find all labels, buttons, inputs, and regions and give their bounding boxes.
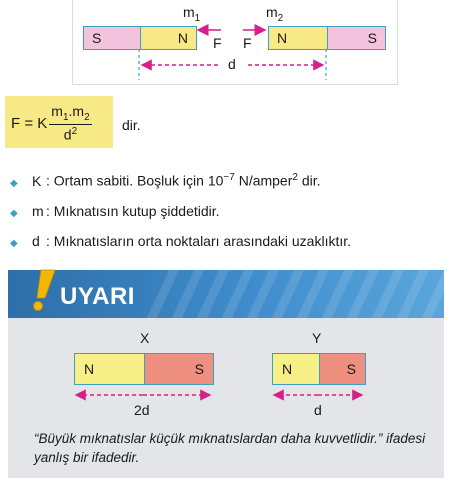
formula-suffix: dir. (122, 117, 141, 133)
force-label-right: F (243, 35, 252, 51)
left-magnet-n-pole: N (140, 27, 196, 49)
right-magnet-s-pole: S (327, 27, 385, 49)
magnet-x-label: X (140, 330, 150, 346)
magnet-x-length: 2d (134, 402, 150, 418)
exclamation-warning-icon (28, 268, 58, 312)
formula-numerator: $m_1.m_2$ (51, 103, 90, 124)
force-label-left: F (213, 35, 222, 51)
coulomb-magnet-formula (11, 101, 92, 145)
length-arrows (0, 385, 452, 405)
mass-label-m2: $m_2$ (266, 4, 284, 24)
magnet-y-label: Y (312, 330, 322, 346)
warning-text: “Büyük mıknatıslar küçük mıknatıslardan daha kuvvetlidir.” ifadesi yanlış bir ifadedir. (34, 431, 426, 465)
left-magnet-s-pole: S (84, 27, 140, 49)
figure-arrows (0, 0, 452, 90)
formula-fraction (49, 103, 91, 142)
formula-denominator: $d^2$ (63, 126, 78, 143)
definition-d: ◆ d : Mıknatısların orta noktaları arasındaki uzaklıktır. (10, 233, 352, 249)
bullet-icon: ◆ (10, 177, 18, 189)
bullet-icon: ◆ (10, 208, 18, 219)
magnet-y (272, 353, 366, 385)
definition-m: ◆ m : Mıknatısın kutup şiddetidir. (10, 203, 220, 219)
magnet-y-length: d (314, 402, 322, 418)
formula-lhs: F = K (11, 114, 48, 132)
right-magnet-n-pole: N (269, 27, 327, 49)
magnet-y-s-pole: S (319, 354, 365, 384)
bullet-icon: ◆ (10, 238, 18, 249)
warning-title: UYARI (60, 283, 135, 310)
magnet-y-n-pole: N (273, 354, 319, 384)
magnet-x-s-pole: S (144, 354, 213, 384)
distance-label: d (228, 56, 236, 72)
magnet-x-n-pole: N (75, 354, 144, 384)
definition-k: ◆ K : Ortam sabiti. Boşluk için $10^{-7}$ N/amper$^2$ dir. (10, 172, 321, 189)
magnet-x (74, 353, 214, 385)
mass-label-m1: $m_1$ (183, 4, 201, 24)
